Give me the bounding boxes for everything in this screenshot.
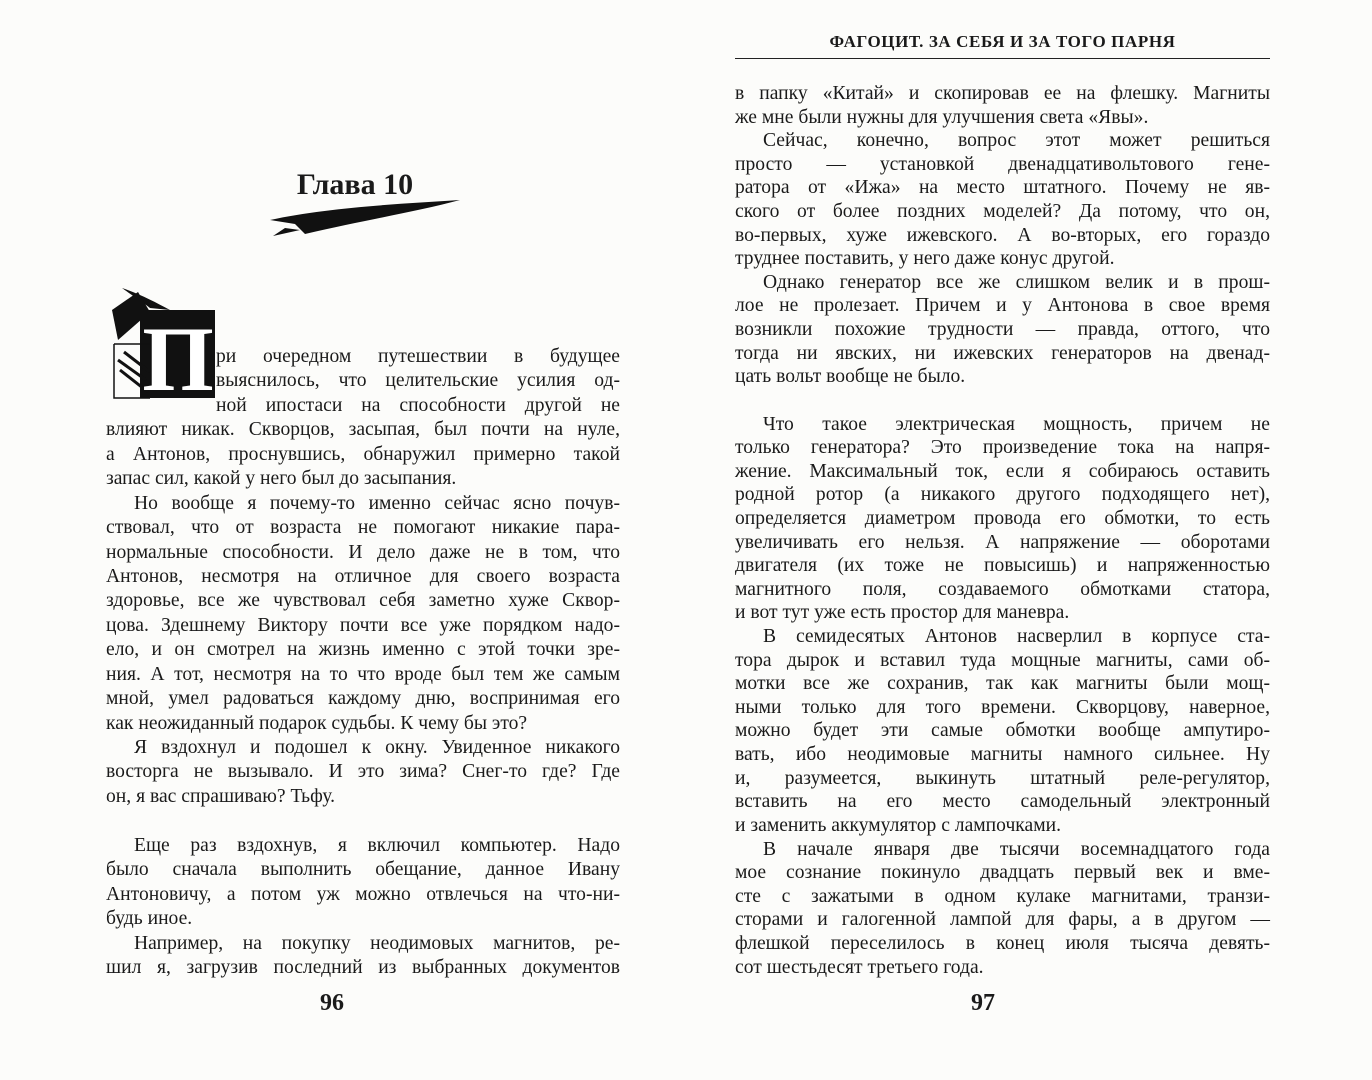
text-line: восторга не вызывало. И это зима? Снег-то где? Где: [106, 761, 620, 783]
text-line: выяснилось, что целительские усилия од-: [216, 370, 620, 392]
text-line: просто — установкой двенадцативольтового гене-: [735, 153, 1270, 175]
text-line: он, я вас спрашиваю? Тьфу.: [106, 785, 336, 807]
text-line: ело, и он смотрел на жизнь именно с этой точки зре-: [106, 639, 620, 661]
text-line: цать вольт вообще не было.: [735, 366, 966, 388]
text-line: Еще раз вздохнув, я включил компьютер. Надо: [134, 834, 620, 856]
text-line: а Антонов, проснувшись, обнаружил примерно такой: [106, 443, 620, 465]
text-line: же мне были нужны для улучшения света «Явы».: [735, 106, 1149, 128]
text-line: тогда ни явских, ни ижевских генераторов на двенад-: [735, 342, 1270, 364]
text-line: и, разумеется, выкинуть штатный реле-регулятор,: [735, 767, 1270, 789]
text-line: лое не пролезает. Причем и у Антонова в свое время: [735, 295, 1270, 317]
text-line: флешкой переселилось в конец июля тысяча девять-: [735, 932, 1270, 954]
text-line: ной ипостаси на способности другой не: [216, 394, 620, 416]
text-line: мотки все же сохранив, так как магниты были мощ-: [735, 673, 1270, 695]
text-line: как неожиданный подарок судьбы. К чему бы это?: [106, 712, 528, 734]
text-line: Сейчас, конечно, вопрос этот может решиться: [763, 130, 1270, 152]
text-line: шил я, загрузив последний из выбранных документов: [106, 956, 620, 978]
text-line: ствовал, что от возраста не помогают никакие пара-: [106, 517, 620, 539]
text-line: можно будет эти самые обмотки вообще ампутиро-: [735, 720, 1270, 742]
text-line: вать, ибо неодимовые магниты намного сильнее. Ну: [735, 744, 1270, 766]
text-line: ского от более поздних моделей? Да потому, что он,: [735, 201, 1270, 223]
page-number-right: 97: [971, 990, 995, 1016]
text-line: [106, 809, 620, 833]
text-line: вставить на его место самодельный электронный: [735, 791, 1270, 813]
text-line: двигателя (их тоже не повысишь) и напряженностью: [735, 555, 1270, 577]
text-line: сторами и галогенной лампой для фары, а в другом —: [735, 909, 1270, 931]
text-line: мной, умел радоваться каждому дню, воспринимая его: [106, 688, 620, 710]
text-line: Но вообще я почему-то именно сейчас ясно почув-: [134, 492, 620, 514]
text-line: и вот тут уже есть простор для маневра.: [735, 602, 1070, 624]
text-line: и заменить аккумулятор с лампочками.: [735, 814, 1062, 836]
text-line: определяется диаметром провода его обмотки, то есть: [735, 507, 1270, 529]
header-rule: [735, 58, 1270, 59]
text-line: магнитного поля, создаваемого обмотками статора,: [735, 578, 1270, 600]
text-line: только генератора? Это произведение тока на напря-: [735, 437, 1270, 459]
right-text-column: [735, 82, 1270, 979]
text-line: ния. А тот, несмотря на то что вроде был тем же самым: [106, 663, 620, 685]
drop-cap-letter: П: [142, 308, 214, 400]
text-line: ными только для того времени. Скворцову, наверное,: [735, 696, 1270, 718]
text-line: [735, 389, 1270, 413]
text-line: в папку «Китай» и скопировав ее на флешку. Магниты: [735, 83, 1270, 104]
text-line: сот шестьдесят третьего года.: [735, 956, 984, 978]
text-line: Однако генератор все же слишком велик и в прош-: [763, 271, 1270, 293]
text-line: тора дырок и вставил туда мощные магниты, сами об-: [735, 649, 1270, 671]
text-line: В семидесятых Антонов насверлил в корпусе ста-: [763, 626, 1270, 648]
text-line: запас сил, какой у него был до засыпания.: [106, 468, 457, 490]
text-line: влияют никак. Скворцов, засыпая, был почти на нуле,: [106, 419, 620, 441]
text-line: Антонов, несмотря на отличное для своего возраста: [106, 565, 620, 587]
text-line: жение. Максимальный ток, если я собираюсь оставить: [735, 460, 1270, 482]
text-line: мое сознание покинуло двадцать первый век и вме-: [735, 862, 1270, 884]
text-line: во-первых, хуже ижевского. А во-вторых, его гораздо: [735, 224, 1270, 246]
text-line: здоровье, все же чувствовал себя заметно хуже Сквор-: [106, 590, 620, 612]
left-text-column: [106, 345, 620, 980]
text-line: увеличивать его нельзя. А напряжение — оборотами: [735, 531, 1270, 553]
text-line: Что такое электрическая мощность, причем не: [763, 413, 1270, 435]
text-line: возникли похожие трудности — правда, оттого, что: [735, 319, 1270, 341]
text-line: было сначала выполнить обещание, данное Ивану: [106, 859, 620, 881]
text-line: родной ротор (а никакого другого подходящего нет),: [735, 484, 1270, 506]
page-number-left: 96: [320, 990, 344, 1016]
text-line: В начале января две тысячи восемнадцатого года: [763, 838, 1270, 860]
text-line: нормальные способности. И дело даже не в том, что: [106, 541, 620, 563]
text-line: труднее поставить, у него даже конус другой.: [735, 248, 1115, 270]
text-line: цова. Здешнему Виктору почти все уже порядком надо-: [106, 614, 620, 636]
text-line: будь иное.: [106, 908, 193, 930]
running-header: ФАГОЦИТ. ЗА СЕБЯ И ЗА ТОГО ПАРНЯ: [829, 32, 1176, 51]
text-line: ратора от «Ижа» на место штатного. Почему не яв-: [735, 177, 1270, 199]
text-line: Антоновичу, а потом уж можно отвлечься на что-ни-: [106, 883, 620, 905]
chapter-title: Глава 10: [296, 168, 414, 201]
text-line: сте с зажатыми в одном кулаке магнитами, транзи-: [735, 885, 1270, 907]
text-line: Я вздохнул и подошел к окну. Увиденное никакого: [134, 737, 620, 758]
chapter-ornament-swoosh: [265, 198, 465, 238]
text-line: ри очередном путешествии в будущее: [216, 346, 620, 367]
text-line: Например, на покупку неодимовых магнитов, ре-: [134, 932, 620, 954]
